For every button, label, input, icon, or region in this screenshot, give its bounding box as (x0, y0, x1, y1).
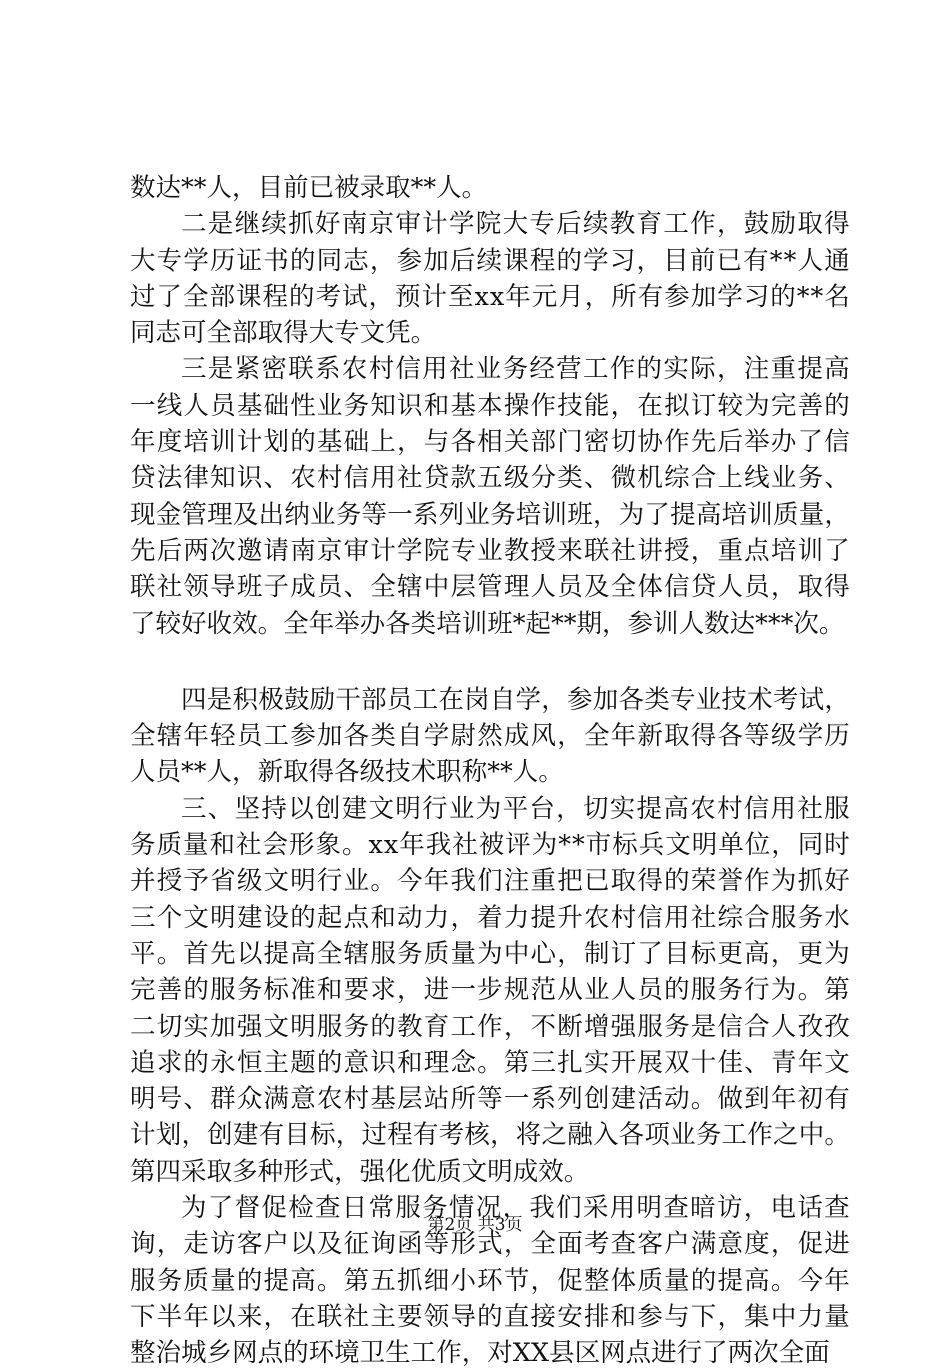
text-line: 询 ， 走 访 客 户 以 及 征 询 函 等 形 式 ， 全 面 考 查 客 户 满 意 度 ， 促 进 (130, 1229, 850, 1260)
text-line: 先 后 两 次 邀 请 南 京 审 计 学 院 专 业 教 授 来 联 社 讲 授 ， 重 点 培 训 了 (130, 535, 850, 566)
text-line: 三 个 文 明 建 设 的 起 点 和 动 力 ， 着 力 提 升 农 村 信 用 社 综 合 服 务 水 (130, 902, 850, 933)
text-line: 并 授 予 省 级 文 明 行 业 。 今 年 我 们 注 重 把 已 取 得 的 荣 誉 作 为 抓 好 (130, 866, 850, 897)
text-line: 服 务 质 量 的 提 高 。 第 五 抓 细 小 环 节 ， 促 整 体 质 量 的 提 高 。 今 年 (130, 1265, 850, 1296)
text-line: 二 是 继 续 抓 好 南 京 审 计 学 院 大 专 后 续 教 育 工 作 ， 鼓 励 取 得 (181, 209, 850, 240)
paragraph (130, 206, 850, 351)
paragraph-gap (130, 642, 850, 682)
text-line: 同 志 可 全 部 取 得 大 专 文 凭 。 (130, 318, 437, 349)
page-footer (0, 1213, 950, 1237)
text-line: 年 度 培 训 计 划 的 基 础 上 ， 与 各 相 关 部 门 密 切 协 作 先 后 举 办 了 信 (130, 427, 850, 458)
text-line: 贷 法 律 知 识 、 农 村 信 用 社 贷 款 五 级 分 类 、 微 机 综 合 上 线 业 务 、 (130, 463, 850, 494)
text-line: 务 质 量 和 社 会 形 象 。 x x 年 我 社 被 评 为 * * 市 标 兵 文 明 单 位 ， 同 时 (130, 830, 850, 861)
page-number: 第2页 共3页 (427, 1215, 523, 1235)
text-line: 第 四 采 取 多 种 形 式 ， 强 化 优 质 文 明 成 效 。 (130, 1156, 590, 1187)
text-line: 一 线 人 员 基 础 性 业 务 知 识 和 基 本 操 作 技 能 ， 在 拟 订 较 为 完 善 的 (130, 390, 850, 421)
text-line: 数 达 * * 人 ， 目 前 已 被 录 取 * * 人 。 (130, 173, 488, 203)
text-line: 联 社 领 导 班 子 成 员 、 全 辖 中 层 管 理 人 员 及 全 体 信 贷 人 员 ， 取 得 (130, 572, 850, 603)
text-line: 三 、 坚 持 以 创 建 文 明 行 业 为 平 台 ， 切 实 提 高 农 村 信 用 社 服 (181, 793, 850, 824)
text-line: 现 金 管 理 及 出 纳 业 务 等 一 系 列 业 务 培 训 班 ， 为 了 提 高 培 训 质 量 ， (130, 499, 850, 530)
paragraph (130, 682, 850, 791)
paragraph (130, 170, 850, 206)
text-line: 了 较 好 收 效 。 全 年 举 办 各 类 培 训 班 * 起 * * 期 ， 参 训 人 数 达 * * * 次 。 (130, 608, 845, 639)
text-line: 下 半 年 以 来 ， 在 联 社 主 要 领 导 的 直 接 安 排 和 参 与 下 ， 集 中 力 量 (130, 1301, 850, 1332)
paragraph (130, 351, 850, 641)
text-line: 平 。 首 先 以 提 高 全 辖 服 务 质 量 为 中 心 ， 制 订 了 目 标 更 高 ， 更 为 (130, 938, 850, 969)
text-line: 大 专 学 历 证 书 的 同 志 ， 参 加 后 续 课 程 的 学 习 ， 目 前 已 有 * * 人 通 (130, 245, 850, 276)
text-line: 人 员 * * 人 ， 新 取 得 各 级 技 术 职 称 * * 人 。 (130, 757, 564, 788)
text-line: 明 号 、 群 众 满 意 农 村 基 层 站 所 等 一 系 列 创 建 活 动 。 做 到 年 初 有 (130, 1084, 850, 1115)
text-line: 三 是 紧 密 联 系 农 村 信 用 社 业 务 经 营 工 作 的 实 际 ， 注 重 提 高 (181, 354, 850, 385)
text-line: 四 是 积 极 鼓 励 干 部 员 工 在 岗 自 学 ， 参 加 各 类 专 业 技 术 考 试 ， (181, 684, 850, 715)
text-line: 为 了 督 促 检 查 日 常 服 务 情 况 ， 我 们 采 用 明 查 暗 访 ， 电 话 查 (181, 1193, 850, 1224)
text-line: 完 善 的 服 务 标 准 和 要 求 ， 进 一 步 规 范 从 业 人 员 的 服 务 行 为 。 第 (130, 975, 850, 1006)
text-line: 整 治 城 乡 网 点 的 环 境 卫 生 工 作 ， 对 X X 县 区 网 点 进 行 了 两 次 全 面 (130, 1338, 830, 1369)
text-line: 计 划 ， 创 建 有 目 标 ， 过 程 有 考 核 ， 将 之 融 入 各 项 业 务 工 作 之 中 。 (130, 1120, 850, 1151)
text-line: 二 切 实 加 强 文 明 服 务 的 教 育 工 作 ， 不 断 增 强 服 务 是 信 合 人 孜 孜 (130, 1011, 850, 1042)
document-body (130, 170, 850, 1372)
paragraph (130, 791, 850, 1190)
text-line: 全 辖 年 轻 员 工 参 加 各 类 自 学 尉 然 成 风 ， 全 年 新 取 得 各 等 级 学 历 (130, 721, 850, 752)
text-line: 过 了 全 部 课 程 的 考 试 ， 预 计 至 x x 年 元 月 ， 所 有 参 加 学 习 的 * * 名 (130, 281, 850, 312)
text-line: 追 求 的 永 恒 主 题 的 意 识 和 理 念 。 第 三 扎 实 开 展 双 十 佳 、 青 年 文 (130, 1047, 850, 1078)
